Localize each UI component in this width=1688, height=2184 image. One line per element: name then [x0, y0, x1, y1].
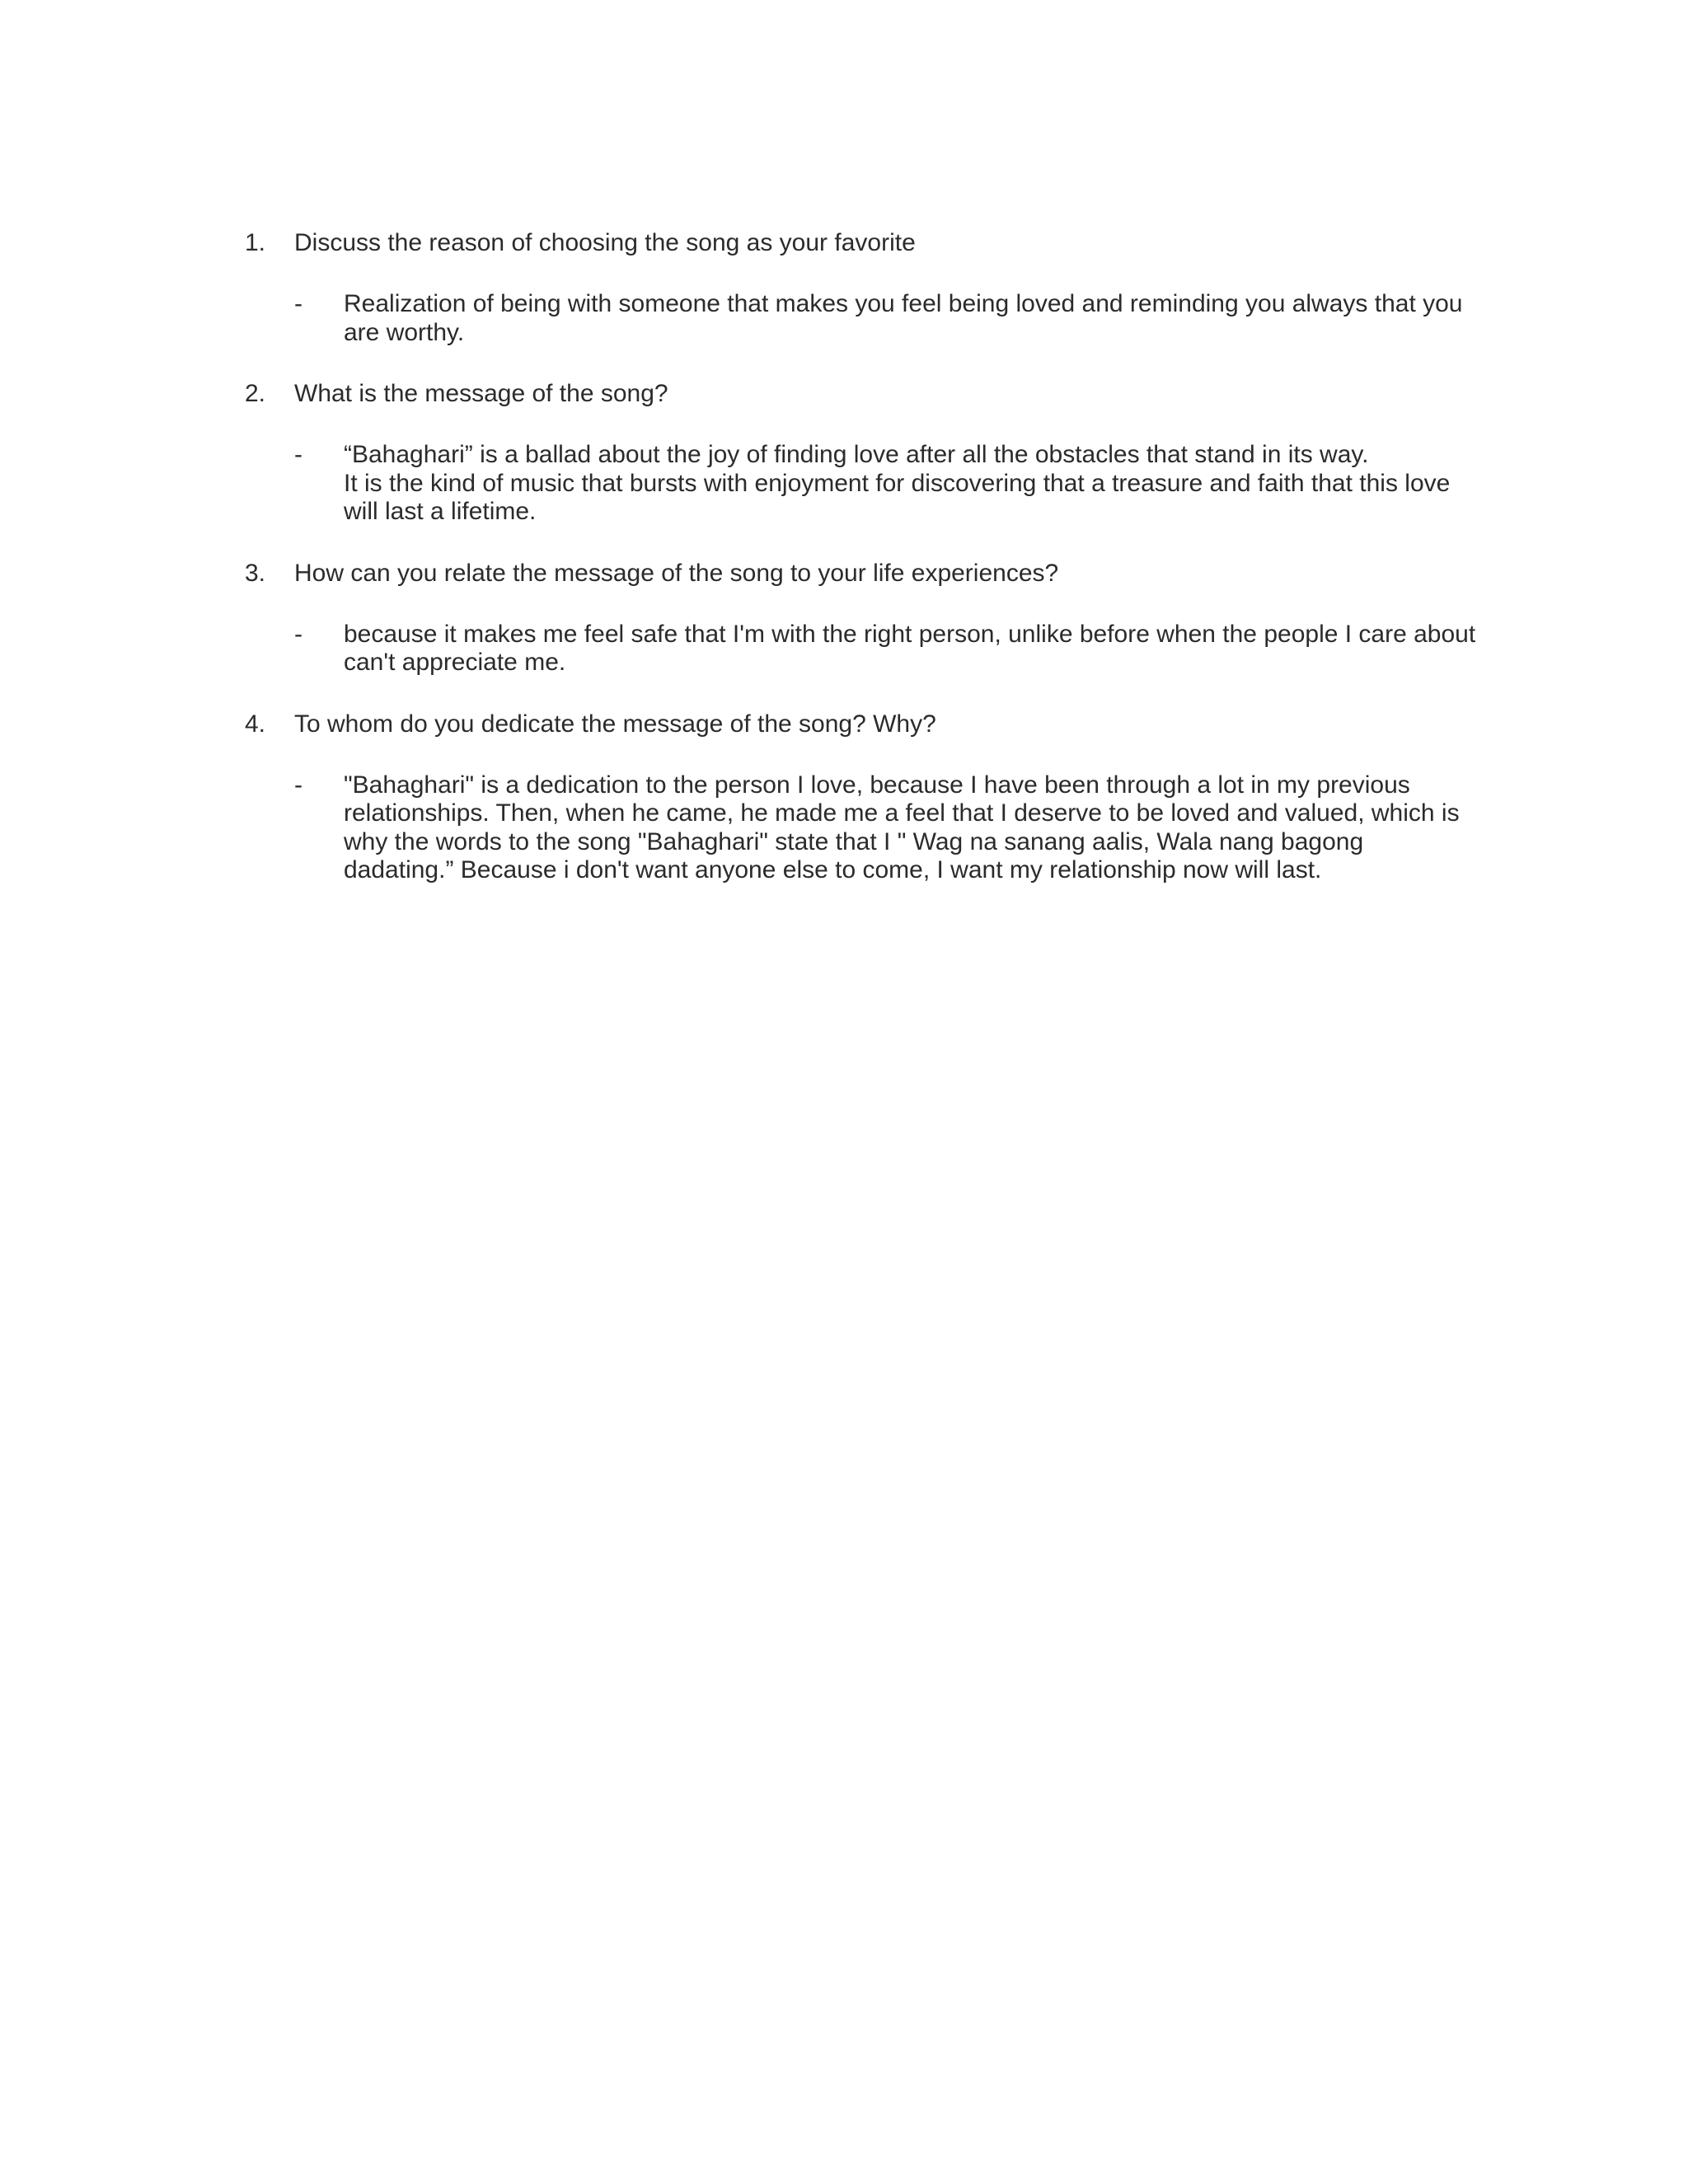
question-number: 2. [245, 380, 266, 407]
question-text: To whom do you dedicate the message of the song? Why? [294, 710, 936, 738]
answer-line: "Bahaghari" is a dedication to the person I love, because I have been through a lot in my previous [344, 771, 1410, 799]
answer-line: relationships. Then, when he came, he made me a feel that I deserve to be loved and valued, which is [344, 799, 1460, 827]
answer-line: are worthy. [344, 318, 465, 346]
question-4 [245, 710, 1481, 738]
answer-line: It is the kind of music that bursts with enjoyment for discovering that a treasure and faith that this love [344, 469, 1451, 497]
answer-line: dadating.” Because i don't want anyone else to come, I want my relationship now will last. [344, 856, 1322, 883]
answer-line: because it makes me feel safe that I'm with the right person, unlike before when the people I care about [344, 620, 1476, 648]
question-text: Discuss the reason of choosing the song as your favorite [294, 229, 916, 256]
question-number: 4. [245, 710, 266, 738]
question-1 [245, 229, 1481, 257]
answer-line: can't appreciate me. [344, 649, 566, 676]
question-number: 1. [245, 229, 266, 256]
answer-line: will last a lifetime. [344, 498, 537, 525]
qa-item-2 [245, 380, 1481, 527]
answer-3 [245, 621, 1481, 677]
answer-4 [245, 771, 1481, 885]
qa-item-4 [245, 710, 1481, 885]
question-text: What is the message of the song? [294, 380, 668, 407]
answer-bullet: - [294, 771, 302, 799]
answer-1 [245, 290, 1481, 347]
answer-bullet: - [294, 290, 302, 317]
answer-line: Realization of being with someone that makes you feel being loved and reminding you always that you [344, 290, 1463, 317]
answer-line: why the words to the song "Bahaghari" state that I " Wag na sanang aalis, Wala nang bagong [344, 827, 1364, 855]
question-number: 3. [245, 559, 266, 587]
question-text: How can you relate the message of the song to your life experiences? [294, 559, 1059, 587]
question-3 [245, 560, 1481, 588]
qa-item-3 [245, 560, 1481, 677]
answer-bullet: - [294, 441, 302, 468]
answer-2 [245, 441, 1481, 527]
question-list [245, 229, 1481, 918]
answer-line: “Bahaghari” is a ballad about the joy of finding love after all the obstacles that stand in its way. [344, 441, 1369, 468]
qa-item-1 [245, 229, 1481, 347]
question-2 [245, 380, 1481, 408]
answer-bullet: - [294, 620, 302, 648]
